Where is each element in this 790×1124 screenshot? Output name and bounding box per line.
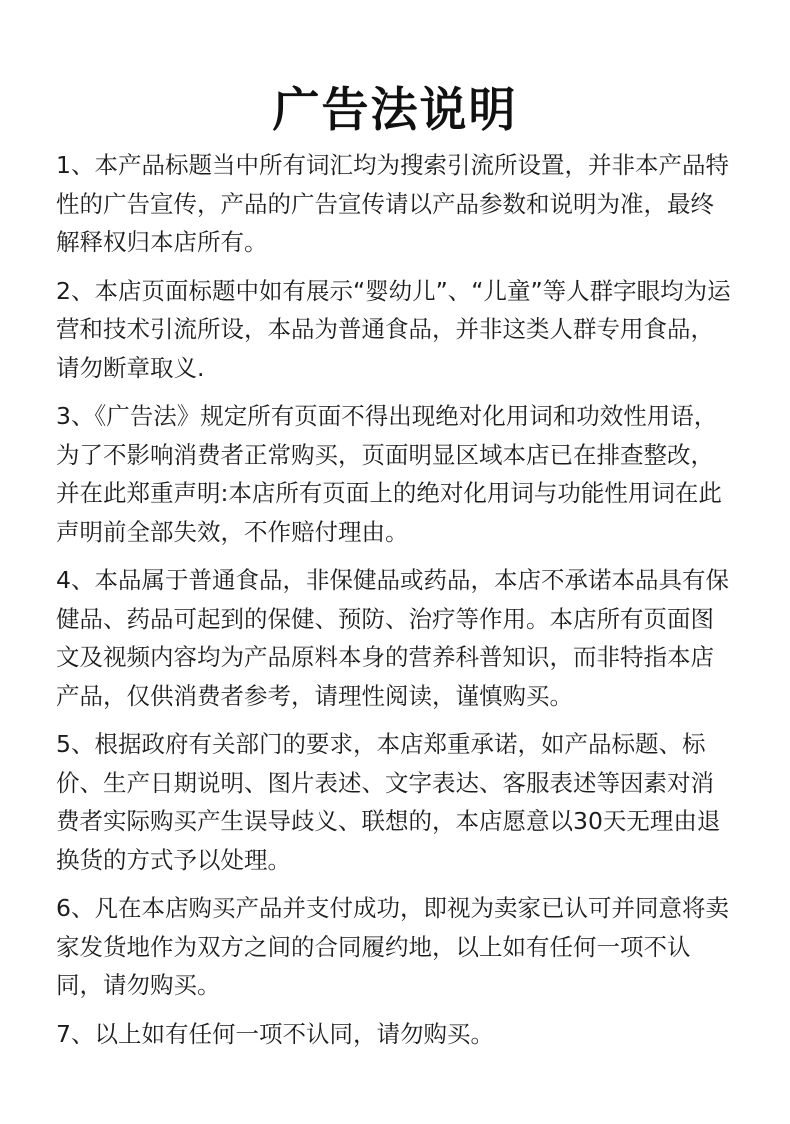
clause-5: 5、根据政府有关部门的要求，本店郑重承诺，如产品标题、标价、生产日期说明、图片表述、文字表达、客服表述等因素对消费者实际购买产生误导歧义、联想的，本店愿意以30天无理由退换货的方式予以处理。 — [56, 730, 721, 874]
page-title: 广告法说明 — [272, 83, 518, 139]
clause-list — [56, 146, 736, 1063]
clause-6: 6、凡在本店购买产品并支付成功，即视为卖家已认可并同意将卖家发货地作为双方之间的合同履约地，以上如有任何一项不认同，请勿购买。 — [56, 894, 729, 999]
clause-1: 1、本产品标题当中所有词汇均为搜索引流所设置，并非本产品特性的广告宣传，产品的广告宣传请以产品参数和说明为准，最终解释权归本店所有。 — [56, 151, 729, 256]
clause-7: 7、以上如有任何一项不认同，请勿购买。 — [56, 1019, 494, 1048]
clause-3: 3、《广告法》规定所有页面不得出现绝对化用词和功效性用语，为了不影响消费者正常购买，页面明显区域本店已在排查整改，并在此郑重声明:本店所有页面上的绝对化用词与功能性用词在此声明前全部失效，不作赔付理由。 — [56, 402, 722, 546]
clause-4: 4、本品属于普通食品，非保健品或药品，本店不承诺本品具有保健品、药品可起到的保健、预防、治疗等作用。本店所有页面图文及视频内容均为产品原料本身的营养科普知识，而非特指本店产品，仅供消费者参考，请理性阅读，谨慎购买。 — [56, 566, 729, 710]
clause-2: 2、本店页面标题中如有展示“婴幼儿”、“儿童”等人群字眼均为运营和技术引流所设，本品为普通食品，并非这类人群专用食品，请勿断章取义. — [56, 276, 731, 382]
